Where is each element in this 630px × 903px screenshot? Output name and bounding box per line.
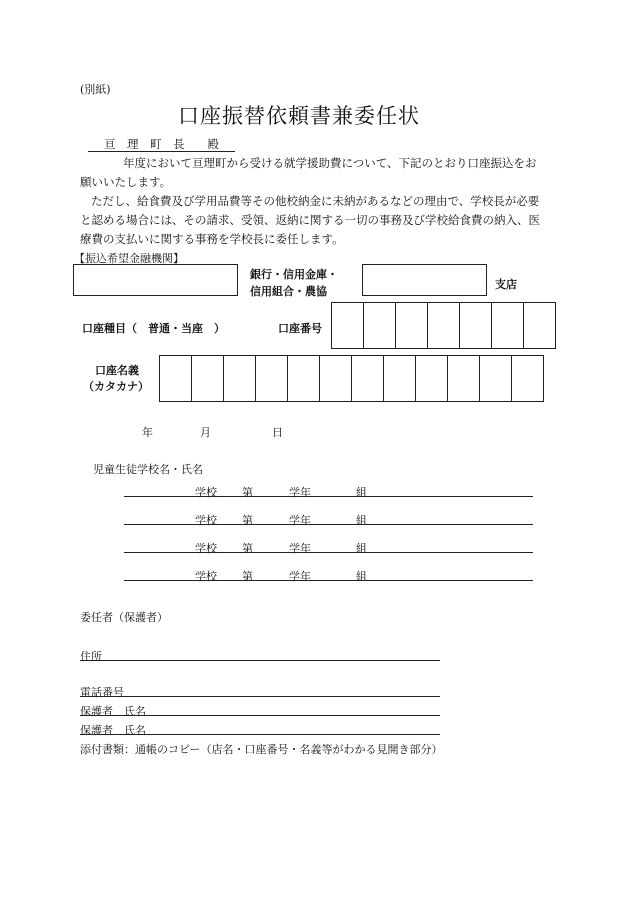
date-day: 日	[272, 426, 283, 439]
paragraph-2-line-2: と認める場合には、その請求、受領、返納に関する一切の事務及び学校給食費の納入、医	[80, 213, 540, 227]
account-holder-char-cell[interactable]	[255, 355, 288, 402]
account-holder-char-cell[interactable]	[383, 355, 416, 402]
account-holder-char-cell[interactable]	[191, 355, 224, 402]
student-no-label: 第	[242, 486, 253, 499]
address-field[interactable]	[80, 660, 440, 661]
account-holder-grid	[159, 355, 544, 402]
account-number-grid	[331, 302, 556, 349]
guardian-2-field[interactable]	[80, 734, 440, 735]
attachment-note: 添付書類：通帳のコピー（店名・口座番号・名義等がわかる見開き部分）	[80, 743, 443, 756]
paragraph-1-line-1: 年度において亘理町から受ける就学援助費について、下記のとおり口座振込をお	[123, 156, 537, 170]
account-number-digit-cell[interactable]	[427, 302, 460, 349]
account-holder-char-cell[interactable]	[351, 355, 384, 402]
bank-section-label: 【振込希望金融機関】	[74, 252, 184, 265]
addressee: 亘 理 町 長 殿	[104, 137, 219, 151]
paragraph-2-line-1: ただし、給食費及び学用品費等その他校納金に未納があるなどの理由で、学校長が必要	[91, 194, 540, 208]
student-class-label: 組	[356, 542, 367, 555]
account-type-label: 口座種目（ 普通・当座 ）	[82, 322, 225, 335]
account-holder-char-cell[interactable]	[223, 355, 256, 402]
student-no-label: 第	[242, 542, 253, 555]
student-row-line	[124, 496, 533, 497]
students-label: 児童生徒学校名・氏名	[93, 463, 203, 476]
account-number-digit-cell[interactable]	[523, 302, 556, 349]
paragraph-1-line-2: 願いいたします。	[80, 175, 172, 189]
account-holder-char-cell[interactable]	[159, 355, 192, 402]
page-title: 口座振替依頼書兼委任状	[178, 104, 420, 128]
bank-type-label-1: 銀行・信用金庫・	[250, 268, 338, 281]
branch-label: 支店	[495, 278, 517, 291]
guardian-1-label: 保護者 氏名	[80, 705, 146, 718]
account-number-digit-cell[interactable]	[363, 302, 396, 349]
account-holder-char-cell[interactable]	[511, 355, 544, 402]
phone-label: 電話番号	[80, 686, 124, 699]
account-holder-char-cell[interactable]	[319, 355, 352, 402]
student-grade-label: 学年	[289, 514, 311, 527]
account-number-digit-cell[interactable]	[459, 302, 492, 349]
address-label: 住所	[80, 650, 102, 663]
bank-name-field[interactable]	[73, 264, 238, 296]
account-number-digit-cell[interactable]	[331, 302, 364, 349]
student-school-label: 学校	[195, 542, 217, 555]
guardian-2-label: 保護者 氏名	[80, 724, 146, 737]
delegate-label: 委任者（保護者）	[80, 611, 168, 624]
phone-field[interactable]	[80, 696, 440, 697]
student-class-label: 組	[356, 570, 367, 583]
bank-type-label-2: 信用組合・農協	[250, 285, 327, 298]
student-grade-label: 学年	[289, 570, 311, 583]
student-row-line	[124, 580, 533, 581]
addressee-underline	[88, 151, 235, 152]
student-class-label: 組	[356, 514, 367, 527]
student-school-label: 学校	[195, 514, 217, 527]
student-grade-label: 学年	[289, 542, 311, 555]
paragraph-2-line-3: 療費の支払いに関する事務を学校長に委任します。	[80, 232, 344, 246]
guardian-1-field[interactable]	[80, 715, 440, 716]
account-number-label: 口座番号	[278, 322, 322, 335]
account-holder-char-cell[interactable]	[287, 355, 320, 402]
account-number-digit-cell[interactable]	[491, 302, 524, 349]
student-no-label: 第	[242, 514, 253, 527]
date-month: 月	[200, 426, 211, 439]
account-holder-char-cell[interactable]	[415, 355, 448, 402]
date-year: 年	[142, 426, 153, 439]
student-class-label: 組	[356, 486, 367, 499]
account-number-digit-cell[interactable]	[395, 302, 428, 349]
account-holder-char-cell[interactable]	[447, 355, 480, 402]
student-row-line	[124, 524, 533, 525]
student-school-label: 学校	[195, 486, 217, 499]
branch-name-field[interactable]	[362, 264, 487, 296]
student-no-label: 第	[242, 570, 253, 583]
student-school-label: 学校	[195, 570, 217, 583]
account-holder-char-cell[interactable]	[479, 355, 512, 402]
account-holder-label-1: 口座名義	[95, 364, 139, 377]
account-holder-label-2: （カタカナ）	[83, 380, 149, 393]
annex-label: (別紙)	[80, 83, 111, 96]
student-grade-label: 学年	[289, 486, 311, 499]
student-row-line	[124, 552, 533, 553]
